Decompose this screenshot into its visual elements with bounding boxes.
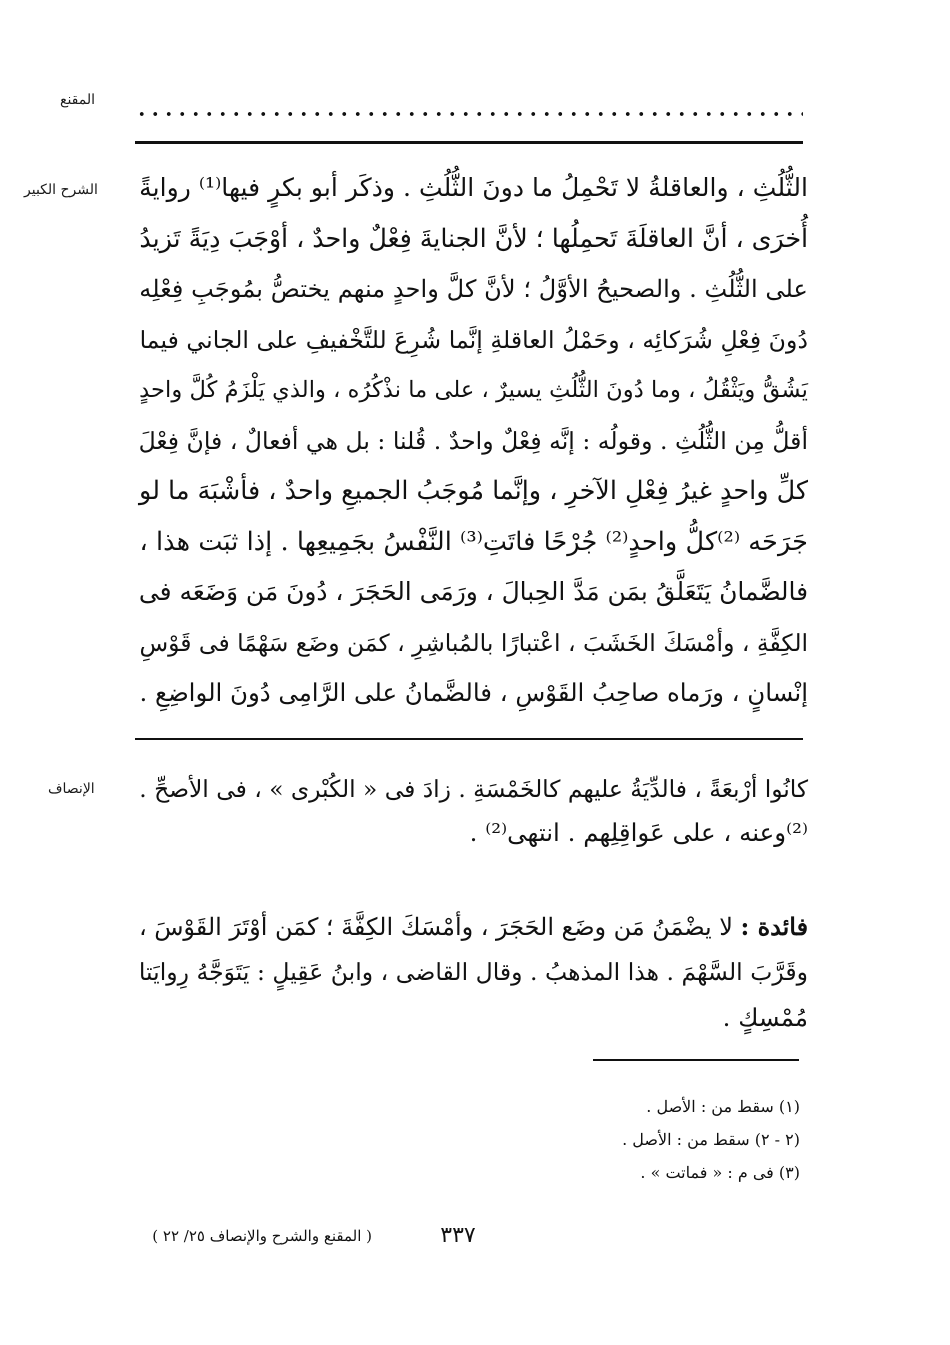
text-line: كلِّ واحدٍ غيرُ فِعْلِ الآخرِ ، وإنَّما مُوجَبُ الجميعِ واحدٌ ، فأشْبَهَ ما لو [139, 476, 808, 506]
book-title-label: المقنع [60, 92, 96, 108]
text-line: مُمْسِكٍ . [722, 1003, 808, 1032]
text-line: الثُّلُثِ ، والعاقلةُ لا تَحْمِلُ ما دونَ الثُّلُثِ . وذكَر أبو بكرٍ فيها⁽¹⁾ روايةً [139, 173, 808, 202]
faida-first-line: لا يضْمَنُ مَن وضَع الحَجَرَ ، وأمْسَكَ الكِفَّةَ ؛ كمَن أوْتَرَ القَوْسَ ، [138, 913, 741, 941]
text-line [132, 905, 808, 950]
footnotes [560, 1090, 800, 1189]
faida-heading: فائدة : [740, 913, 808, 941]
header-separator [135, 141, 803, 144]
insaf-label: الإنصاف [48, 781, 95, 797]
page-number: ٣٣٧ [440, 1223, 476, 1248]
dotted-header-rule [135, 110, 803, 118]
faida-text [132, 905, 808, 1040]
text-line: ⁽²⁾وعنه ، على عَواقِلِهم . انتهى⁽²⁾ . [469, 818, 808, 847]
text-line: وقَرَّبَ السَّهْمَ . هذا المذهبُ . وقال القاضى ، وابنُ عَقِيلٍ : يَتَوَجَّهُ رِوايَتا [138, 958, 808, 986]
insaf-text [132, 768, 808, 854]
footnote: (٣) فى م : « فماتت » . [640, 1163, 800, 1182]
text-line: على الثُّلُثِ . والصحيحُ الأوَّلُ ؛ لأنَّ كلَّ واحدٍ منهم يختصُّ بمُوجَبِ فِعْلِه [139, 275, 808, 303]
text-line: أقلُّ مِن الثُّلُثِ . وقولُه : إنَّه فِعْلٌ واحدٌ . قُلنا : بل هي أفعالٌ ، فإنَّ فِعْلَ [138, 426, 808, 455]
sharh-kabir-text [132, 163, 808, 719]
text-line: جَرَحَه ⁽²⁾كلُّ واحدٍ⁽²⁾ جُرْحًا فاتَتِ⁽³⁾ النَّفْسُ بجَمِيعِها . إذا ثبَت هذا ، [139, 526, 808, 557]
footnote-separator [593, 1059, 799, 1061]
footnote: (١) سقط من : الأصل . [646, 1097, 800, 1116]
text-line: أُخرَى ، أنَّ العاقلَةَ تَحمِلُها ؛ لأنَّ الجنايةَ فِعْلٌ واحدٌ ، أوْجَبَ دِيَةً تَزيدُ [139, 223, 808, 253]
text-line: فالضَّمانُ يَتَعَلَّقُ بمَن مَدَّ الحِبالَ ، ورَمَى الحَجَرَ ، دُونَ مَن وَضَعَه فى [138, 577, 808, 606]
text-line: دُونَ فِعْلِ شُرَكائِه ، وحَمْلُ العاقلةِ إنَّما شُرِعَ للتَّخْفيفِ على الجاني فيما [139, 325, 808, 354]
footnote: (٢ - ٢) سقط من : الأصل . [622, 1130, 800, 1149]
text-line: إنْسانٍ ، ورَماه صاحِبُ القَوْسِ ، فالضَّمانُ على الرَّامِى دُونَ الواضِعِ . [139, 678, 808, 707]
text-line: يَشُقُّ ويَثْقُلُ ، وما دُونَ الثُّلُثِ يسيرٌ ، على ما نذْكُرُه ، والذي يَلْزَمُ كُلَّ واحدٍ [139, 377, 808, 403]
text-line: كانُوا أرْبعَةً ، فالدِّيَةُ عليهم كالخَمْسَةِ . زادَ فى « الكُبْرى » ، فى الأصحِّ . [139, 775, 808, 803]
text-line: الكِفَّةِ ، وأمْسَكَ الخَشَبَ ، اعْتبارًا بالمُباشِرِ ، كمَن وضَع سَهْمًا فى قَوْسِ [139, 628, 808, 657]
volume-reference: ( المقنع والشرح والإنصاف ٢٥/ ٢٢ ) [152, 1227, 372, 1245]
section-separator [135, 738, 803, 740]
sharh-kabir-label: الشرح الكبير [24, 182, 98, 198]
